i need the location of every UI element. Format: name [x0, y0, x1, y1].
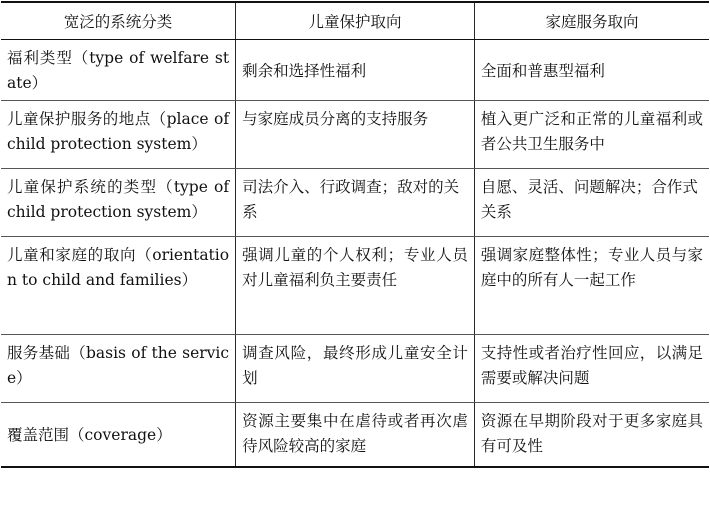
table-row: [1, 40, 709, 101]
table-row: [1, 335, 709, 403]
table-header: [1, 2, 709, 40]
header-category: 宽泛的系统分类: [1, 2, 236, 40]
cell-category: 覆盖范围（coverage）: [1, 403, 236, 467]
cell-family-service: 全面和普惠型福利: [474, 40, 709, 101]
cell-family-service: 植入更广泛和正常的儿童福利或者公共卫生服务中: [474, 101, 709, 169]
cell-child-protection: 剩余和选择性福利: [236, 40, 475, 101]
cell-category: 服务基础（basis of the service）: [1, 335, 236, 403]
table-row: [1, 169, 709, 237]
table-row: [1, 237, 709, 335]
comparison-table: [1, 1, 709, 468]
header-family-service: 家庭服务取向: [474, 2, 709, 40]
cell-category: 儿童保护系统的类型（type of child protection system）: [1, 169, 236, 237]
cell-child-protection: 资源主要集中在虐待或者再次虐待风险较高的家庭: [236, 403, 475, 467]
cell-family-service: 支持性或者治疗性回应，以满足需要或解决问题: [474, 335, 709, 403]
header-child-protection: 儿童保护取向: [236, 2, 475, 40]
cell-child-protection: 强调儿童的个人权利；专业人员对儿童福利负主要责任: [236, 237, 475, 335]
cell-family-service: 资源在早期阶段对于更多家庭具有可及性: [474, 403, 709, 467]
cell-category: 福利类型（type of welfare state）: [1, 40, 236, 101]
cell-family-service: 自愿、灵活、问题解决；合作式关系: [474, 169, 709, 237]
table-row: [1, 101, 709, 169]
cell-child-protection: 调查风险，最终形成儿童安全计划: [236, 335, 475, 403]
table-body: [1, 40, 709, 467]
cell-category: 儿童和家庭的取向（orientation to child and families）: [1, 237, 236, 335]
cell-family-service: 强调家庭整体性；专业人员与家庭中的所有人一起工作: [474, 237, 709, 335]
cell-child-protection: 司法介入、行政调查；敌对的关系: [236, 169, 475, 237]
document-page: [0, 1, 710, 505]
table-row: [1, 403, 709, 467]
cell-category: 儿童保护服务的地点（place of child protection system）: [1, 101, 236, 169]
cell-child-protection: 与家庭成员分离的支持服务: [236, 101, 475, 169]
header-row: [1, 2, 709, 40]
